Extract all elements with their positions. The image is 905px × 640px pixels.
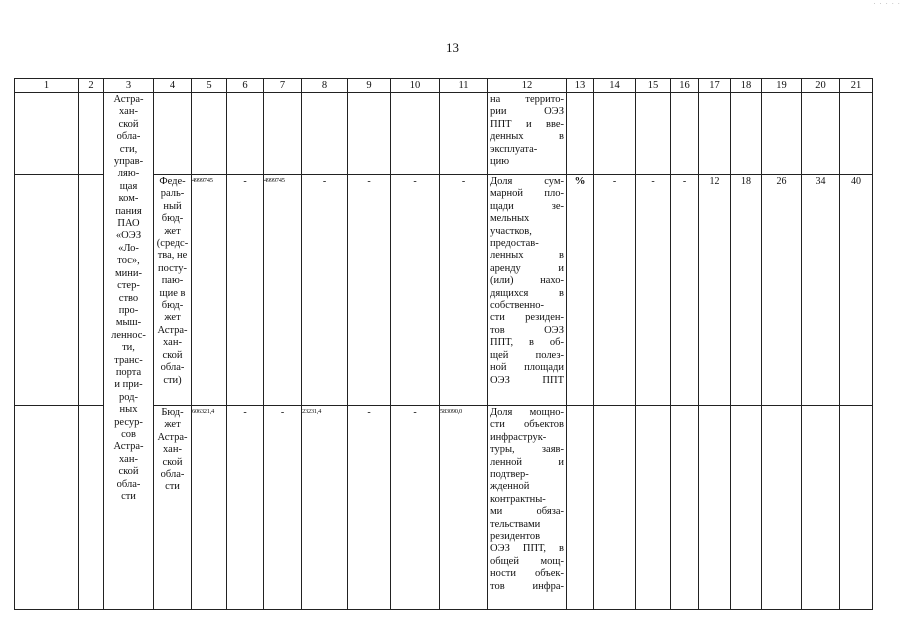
text-line: ской (162, 456, 183, 468)
column-header: 21 (840, 79, 873, 93)
col1-cell (15, 175, 79, 406)
funding-source-text (154, 175, 191, 387)
text-line: резидентов (490, 531, 541, 543)
column-header: 16 (671, 79, 699, 93)
text-line: ности объек- (490, 568, 564, 580)
text-line: обла- (116, 131, 141, 143)
funding-source-cell (154, 175, 192, 406)
indicator-cell (488, 406, 567, 610)
amount-cell: 583090,0 (440, 408, 462, 415)
column-header: 3 (104, 79, 154, 93)
text-line: леннос- (111, 329, 146, 341)
indicator-cell (488, 175, 567, 406)
responsible-executor-text (104, 93, 153, 503)
page-number: 13 (446, 40, 459, 55)
text-line: транс- (114, 354, 143, 366)
text-line: хан- (163, 444, 182, 456)
text-line: предостав- (490, 238, 539, 250)
text-line: тос», (117, 255, 140, 267)
text-line: ленных в (490, 250, 564, 262)
text-line: Доля мощно- (490, 407, 564, 418)
indicator-text (488, 406, 566, 593)
text-line: род- (118, 391, 139, 403)
amount-cell: - (322, 176, 327, 187)
text-line: сти объектов (490, 419, 564, 431)
text-line: мини- (115, 267, 142, 279)
text-line: участков, (490, 225, 532, 237)
col2-cell (79, 406, 104, 610)
text-line: тва, не (157, 250, 188, 262)
text-line: сов (121, 428, 136, 440)
column-header: 12 (488, 79, 567, 93)
amount-cell: - (243, 407, 247, 418)
text-line: (средс- (156, 238, 189, 250)
text-line: обла- (160, 469, 185, 481)
text-line: ресур- (114, 416, 143, 428)
indicator-table (14, 78, 873, 610)
text-line: бюд- (161, 300, 184, 312)
text-line: щади зе- (490, 200, 564, 212)
text-line: рии ОЭЗ (490, 106, 564, 118)
text-line: ОЭЗ ППТ (490, 374, 564, 386)
indicator-cell (488, 93, 567, 175)
text-line: денных в (490, 131, 564, 143)
column-header: 17 (699, 79, 731, 93)
column-header: 7 (264, 79, 302, 93)
target-value: - (682, 176, 687, 187)
target-value: 12 (709, 176, 720, 187)
column-header: 18 (731, 79, 762, 93)
text-line: сти резиден- (490, 312, 564, 324)
text-line: собственно- (490, 300, 545, 312)
column-header: 2 (79, 79, 104, 93)
text-line: пания (115, 205, 142, 217)
amount-cell: - (413, 176, 417, 187)
text-line: инфраструк- (490, 431, 547, 443)
text-line: ской (118, 466, 139, 478)
unit-cell: % (574, 175, 586, 187)
text-line: раль- (160, 188, 185, 200)
text-line: ленной и (490, 456, 564, 468)
col2-cell (79, 175, 104, 406)
text-line: Астра- (113, 94, 144, 105)
amount-cell: - (461, 176, 466, 187)
column-header: 5 (192, 79, 227, 93)
col2-cell (79, 93, 104, 175)
text-line: сти (165, 481, 180, 493)
text-line: ОЭЗ ППТ, в (490, 543, 564, 555)
column-header: 6 (227, 79, 264, 93)
text-line: ляю- (117, 168, 140, 180)
text-line: ство (118, 292, 139, 304)
text-line: Феде- (159, 176, 186, 187)
text-line: ми обяза- (490, 506, 564, 518)
text-line: и при- (114, 379, 143, 391)
column-header: 19 (762, 79, 802, 93)
text-line: общей мощ- (490, 555, 564, 567)
text-line: жденной (490, 481, 530, 493)
text-line: щая (119, 180, 138, 192)
funding-source-text (154, 406, 191, 494)
text-line: обла- (116, 478, 141, 490)
text-line: ти, (122, 342, 135, 354)
text-line: ной площади (490, 362, 564, 374)
text-line: хан- (163, 337, 182, 349)
text-line: «ОЭЗ (115, 230, 142, 242)
text-line: ПАО (117, 218, 140, 230)
text-line: Астра- (157, 431, 188, 443)
text-line: жет (164, 419, 181, 431)
col1-cell (15, 93, 79, 175)
amount-cell: 23231,4 (302, 408, 322, 415)
funding-source-cell (154, 93, 192, 175)
text-line: тов ОЭЗ (490, 324, 564, 336)
column-header: 8 (302, 79, 348, 93)
text-line: щие в (159, 287, 186, 299)
text-line: Бюд- (161, 407, 184, 418)
amount-total: 606321,4 (192, 408, 214, 415)
text-line: цию (490, 156, 510, 168)
text-line: ных (119, 404, 138, 416)
text-line: тов инфра- (490, 580, 564, 592)
text-line: бюд- (161, 213, 184, 225)
text-line: ком- (118, 193, 139, 205)
text-line: ской (162, 349, 183, 361)
indicator-text (488, 93, 566, 168)
amount-cell: - (367, 176, 371, 187)
amount-cell: 4999745 (264, 177, 285, 184)
amount-total: 4999745 (192, 177, 213, 184)
text-line: ской (118, 118, 139, 130)
amount-total-cell (192, 175, 227, 406)
target-value: 34 (815, 176, 826, 187)
amount-cell: - (413, 407, 417, 418)
text-line: посту- (158, 262, 187, 274)
text-line: Астра- (157, 324, 188, 336)
text-line: сти) (163, 374, 182, 386)
col1-cell (15, 406, 79, 610)
table-row (15, 93, 873, 175)
text-line: Астра- (113, 441, 144, 453)
text-line: тельствами (490, 518, 541, 530)
text-line: обла- (160, 362, 185, 374)
column-header: 14 (594, 79, 636, 93)
funding-source-cell (154, 406, 192, 610)
text-line: хан- (119, 453, 138, 465)
text-line: жет (164, 225, 181, 237)
text-line: сти (121, 491, 136, 502)
text-line: дящихся в (490, 287, 564, 299)
scan-artifact: · · · · · (873, 0, 901, 8)
text-line: сти, (119, 143, 138, 155)
indicator-text (488, 175, 566, 387)
text-line: щей полез- (490, 349, 564, 361)
amount-cell: - (243, 176, 247, 187)
target-value: - (651, 176, 655, 187)
text-line: ППТ, в об- (490, 337, 564, 349)
text-line: аренду и (490, 262, 564, 274)
text-line: подтвер- (490, 469, 529, 481)
text-line: марной пло- (490, 188, 564, 200)
column-header: 1 (15, 79, 79, 93)
text-line: туры, заяв- (490, 444, 564, 456)
text-line: контрактны- (490, 493, 546, 505)
column-header: 4 (154, 79, 192, 93)
text-line: управ- (113, 156, 144, 168)
target-value: 18 (741, 176, 751, 187)
text-line: паю- (161, 275, 184, 287)
text-line: жет (164, 312, 181, 324)
column-header: 15 (636, 79, 671, 93)
text-line: (или) нахо- (490, 275, 564, 287)
column-header: 20 (802, 79, 840, 93)
text-line: эксплуата- (490, 143, 538, 155)
text-line: «Ло- (118, 242, 139, 254)
amount-cell: - (280, 407, 285, 418)
column-header: 11 (440, 79, 488, 93)
text-line: ный (163, 200, 182, 212)
text-line: Доля сум- (490, 176, 564, 187)
text-line: порта (115, 366, 142, 378)
target-value: - (612, 176, 617, 187)
column-header: 10 (391, 79, 440, 93)
text-line: хан- (119, 106, 138, 118)
text-line: про- (118, 304, 139, 316)
text-line: мыш- (115, 317, 142, 329)
text-line: мельных (490, 213, 530, 225)
text-line: стер- (117, 280, 140, 292)
amount-cell: - (367, 407, 371, 418)
amount-total-cell (192, 406, 227, 610)
column-header: 9 (348, 79, 391, 93)
target-value: 40 (851, 176, 861, 187)
text-line: на террито- (490, 94, 564, 105)
column-header: 13 (567, 79, 594, 93)
text-line: ППТ и вве- (490, 118, 564, 130)
target-value: 26 (776, 176, 787, 187)
responsible-executor-cell (104, 93, 154, 610)
column-number-row (15, 79, 873, 93)
